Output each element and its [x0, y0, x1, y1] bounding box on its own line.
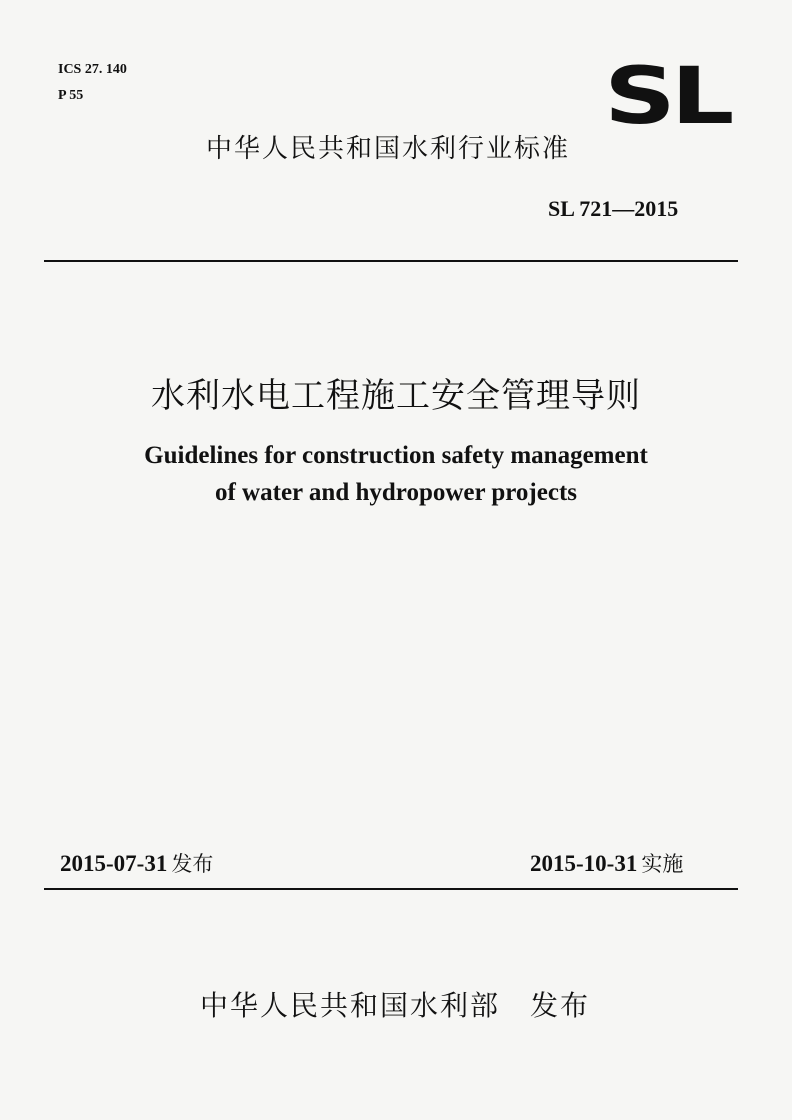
top-divider	[44, 260, 738, 262]
p-code: P 55	[58, 88, 84, 103]
issuer-name: 中华人民共和国水利部	[200, 989, 501, 1022]
title-english-line2: of water and hydropower projects	[214, 479, 578, 506]
publish-label: 发布	[171, 852, 214, 876]
ics-code: ICS 27. 140	[58, 62, 127, 77]
effective-label: 实施	[641, 852, 684, 876]
publish-date	[60, 848, 213, 878]
sl-logo: SL	[604, 52, 730, 142]
effective-date	[530, 848, 683, 878]
standard-category: 中华人民共和国水利行业标准	[206, 134, 571, 164]
title-chinese: 水利水电工程施工安全管理导则	[151, 376, 641, 416]
publish-date-value: 2015-07-31	[60, 851, 168, 876]
effective-date-value: 2015-10-31	[530, 851, 638, 876]
standard-number: SL 721—2015	[548, 196, 679, 221]
issuer	[200, 984, 590, 1024]
title-english-line1: Guidelines for construction safety management	[144, 442, 648, 469]
issuer-label: 发布	[530, 989, 591, 1022]
bottom-divider	[44, 888, 738, 890]
